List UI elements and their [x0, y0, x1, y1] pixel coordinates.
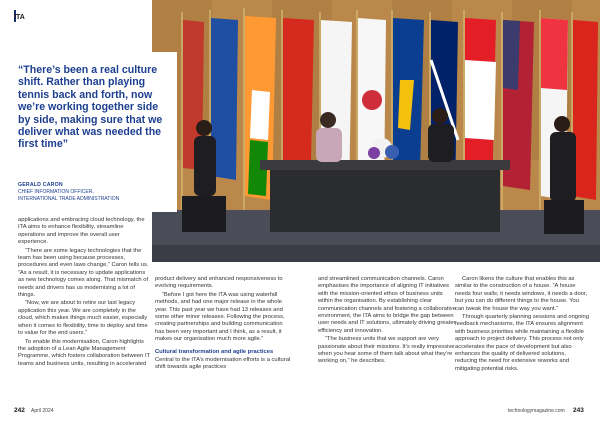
quote-attribution-name: GERALD CARON [18, 182, 63, 188]
paragraph: Caron likens the culture that enables this as similar to the construction of a house. “A house needs four walls; it needs windows, it needs a door, but you can do different things to the house. You can tweak the house the way you want.” [455, 276, 588, 312]
paragraph: Through quarterly planning sessions and ongoing feedback mechanisms, the ITA ensures alignment with business priorities while maintaining a flexible approach to project delivery. This process not only accelerates the pace of development but also enhances the quality of delivered solutions, reducing the need for extensive reworks and mitigating potential risks. [455, 314, 589, 372]
subheading: Cultural transformation and agile practices [155, 348, 274, 355]
left-page-number: 242 [14, 407, 25, 414]
article-column-4 [455, 276, 589, 374]
quote-attribution-title [18, 189, 168, 202]
event-photo-illustration [152, 0, 600, 262]
quote-title-line-2: INTERNATIONAL TRADE ADMINISTRATION [18, 195, 120, 202]
magazine-website: technologymagazine.com [508, 408, 565, 414]
section-tag: ITA [14, 14, 25, 21]
article-column-2 [155, 276, 293, 373]
paragraph: product delivery and enhanced responsiveness to evolving requirements. [155, 276, 283, 290]
paragraph: “Now, we are about to retire our last legacy application this year. We are completely in the cloud, which makes things much easier, especially when it comes to flexibility, time to deploy and time to value for the end users.” [18, 300, 148, 337]
paragraph: “Before I got here the ITA was using waterfall methods, and had one major release in the whole year. This past year we have had 13 releases and some other minor releases. Following the process, creating partnerships and building communication has been very important and I think, as a result, it makes our organisation much more agile.” [155, 291, 285, 343]
issue-date: April 2024 [31, 408, 54, 414]
pull-quote: “There’s been a real culture shift. Rather than playing tennis back and forth, now we’re working together side by side, making sure that we deliver what was needed the first time” [18, 64, 163, 151]
paragraph: and streamlined communication channels. Caron emphasises the importance of aligning IT initiatives with the mission-oriented ethos of business units within the organisation. By establishing clear communication channels and fostering a collaborative environment, the ITA aims to bridge the gap between user needs and IT solutions, ultimately driving greater efficiency and innovation. [318, 276, 456, 334]
article-column-3 [318, 276, 456, 367]
paragraph: Central to the ITA’s modernisation efforts is a cultural shift towards agile practices [155, 357, 291, 371]
quote-title-line-1: CHIEF INFORMATION OFFICER, [18, 189, 94, 195]
right-page-number: 243 [573, 407, 584, 414]
paragraph: “There are some legacy technologies that the team has been using because processes, procedures and even laws change,” Caron tells us. “As a result, it is necessary to update applications as new technology comes along. That mismatch of needs and drivers has us modernising a lot of things. [18, 247, 149, 299]
event-photo [152, 0, 600, 262]
paragraph: “The business units that we support are very passionate about their missions. It’s really impressive when you hear some of them talk about what they’re working on,” he describes. [318, 336, 455, 365]
paragraph: To enable this modernisation, Caron highlights the adoption of a Lean Agile Management Programme, which fosters collaboration between IT teams and business units, resulting in accelerated [18, 338, 150, 367]
article-column-1 [18, 217, 150, 369]
paragraph: applications and embracing cloud technology, the ITA aims to enhance flexibility, streamline operations and improve the overall user experience. [18, 217, 145, 246]
